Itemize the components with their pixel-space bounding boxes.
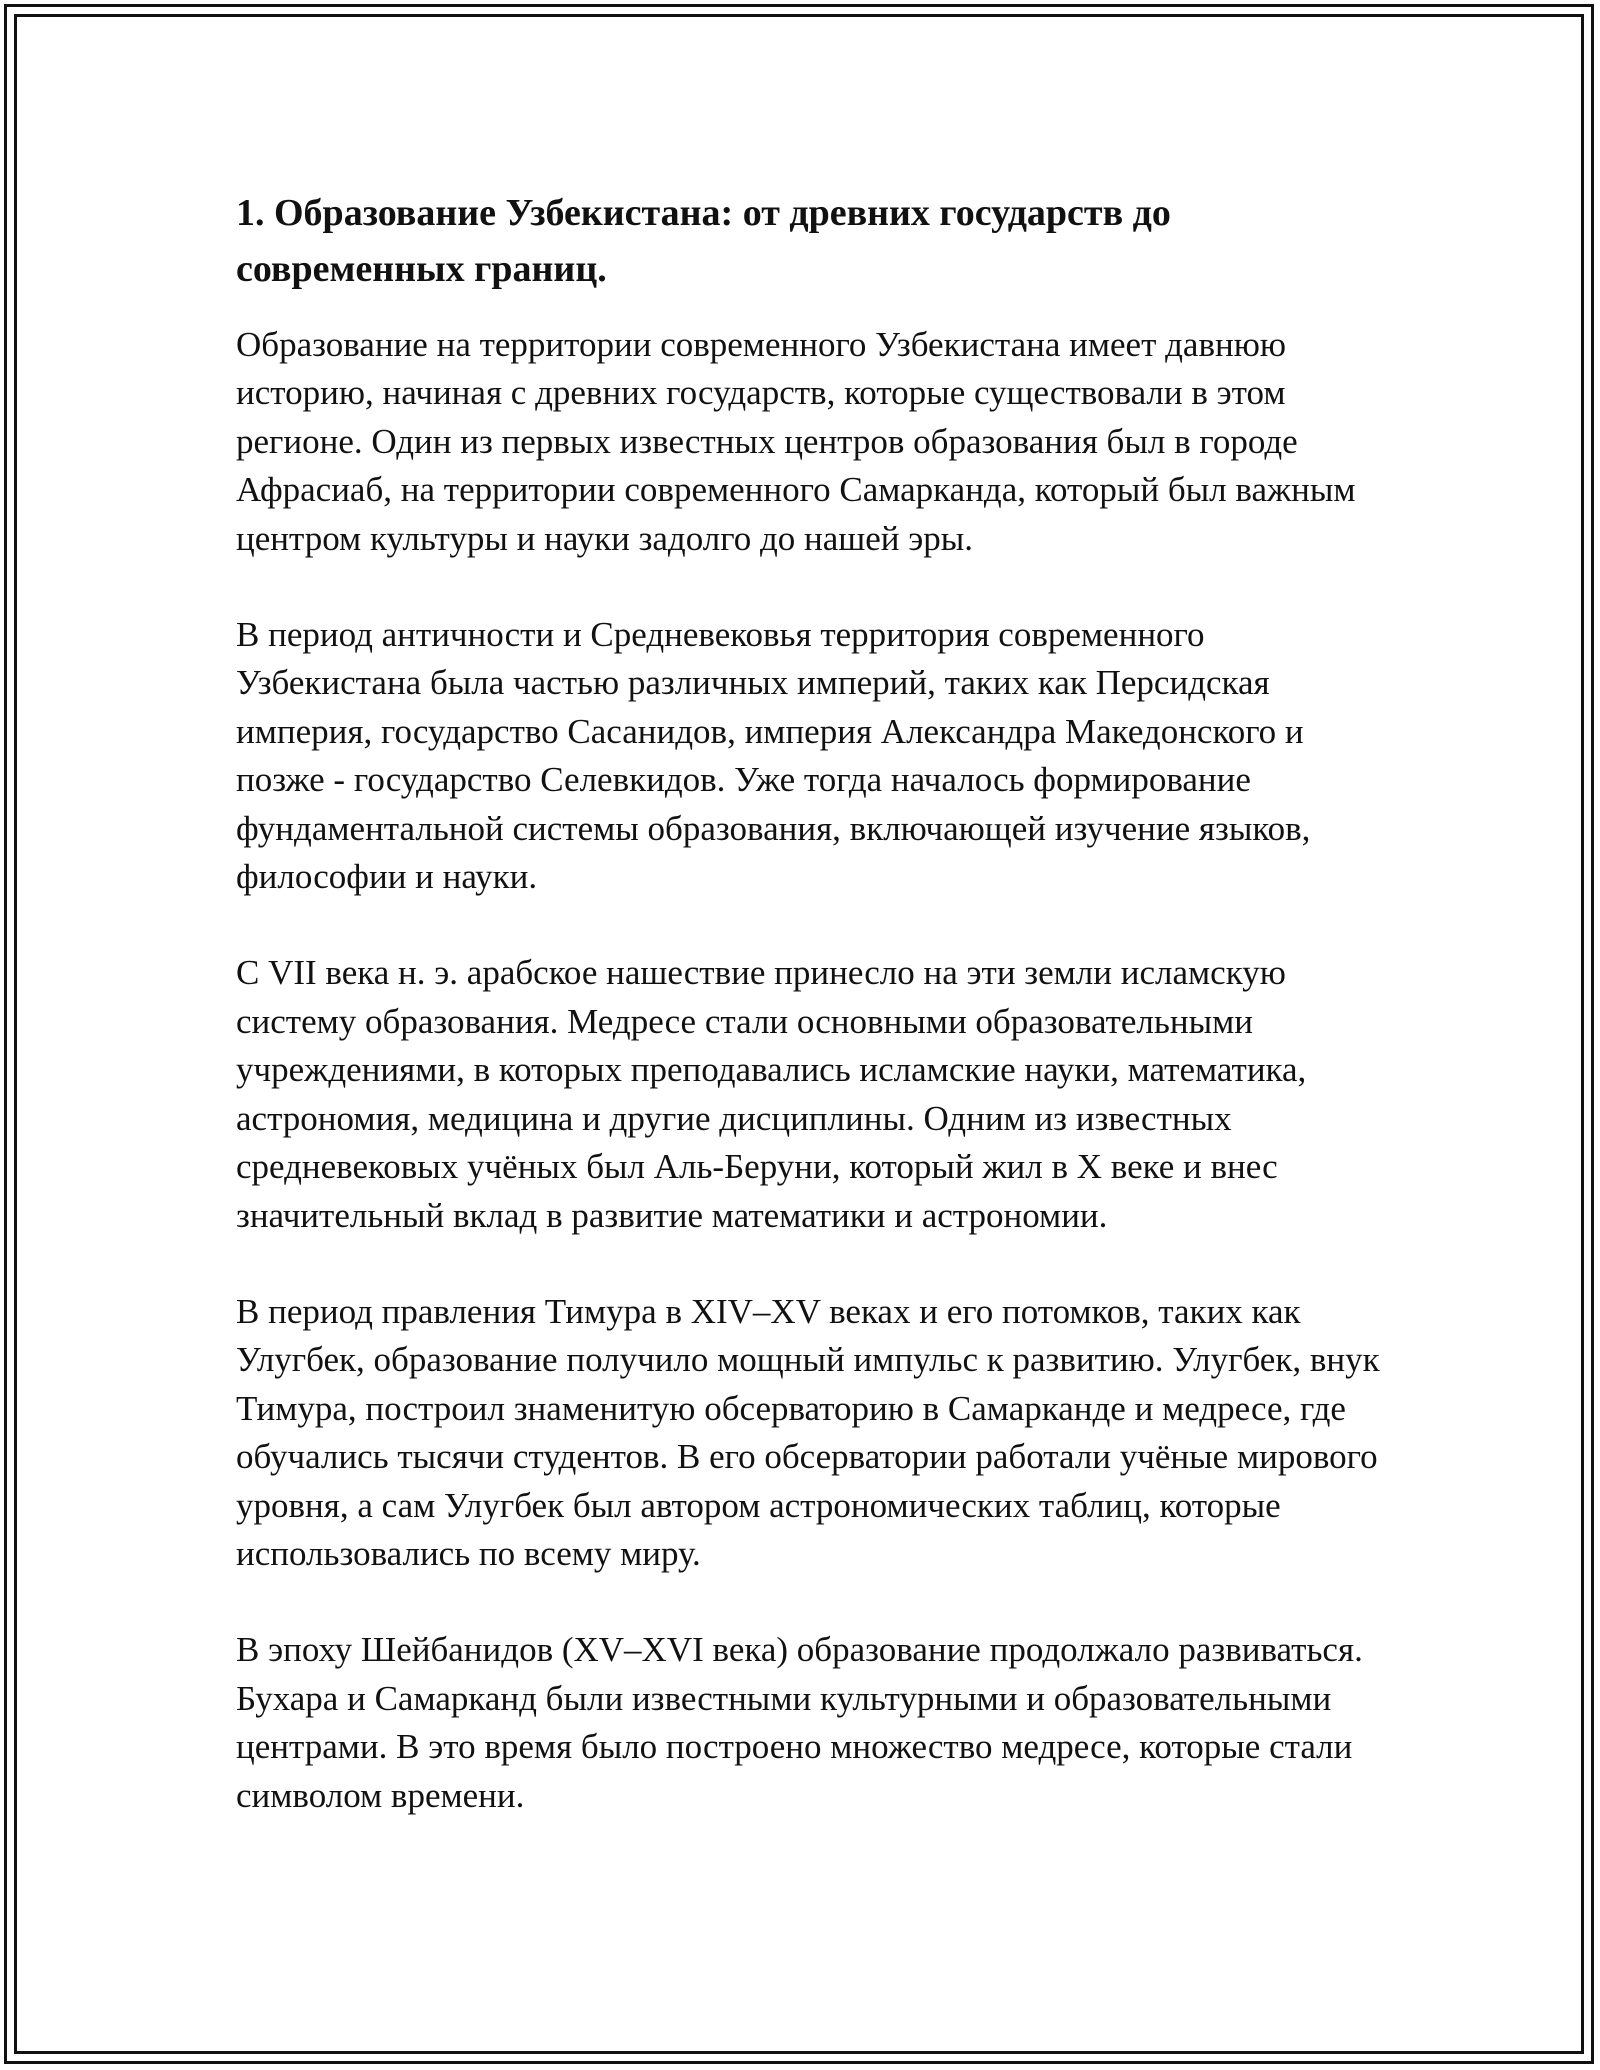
section-heading: 1. Образование Узбекистана: от древних государств до современных границ. xyxy=(236,192,1171,290)
document-body xyxy=(236,185,1386,1820)
paragraph-3: С VII века н. э. арабское нашествие принесло на эти земли исламскую систему образования. Медресе стали основными образовательными учреждениями, в которых преподавались исламские науки, математика, астрономия, медицина и другие дисциплины. Одним из известных средневековых учёных был Аль-Беруни, который жил в X веке и внес значительный вклад в развитие математики и астрономии. xyxy=(236,953,1307,1235)
paragraph-5: В эпоху Шейбанидов (XV–XVI века) образование продолжало развиваться. Бухара и Самарканд были известными культурными и образовательными центрами. В это время было построено множество медресе, которые стали символом времени. xyxy=(236,1630,1363,1815)
paragraph-2: В период античности и Средневековья территория современного Узбекистана была частью различных империй, таких как Персидская империя, государство Сасанидов, империя Александра Македонского и позже - государство Селевкидов. Уже тогда началось формирование фундаментальной системы образования, включающей изучение языков, философии и науки. xyxy=(236,615,1311,897)
paragraph-1: Образование на территории современного Узбекистана имеет давнюю историю, начиная с древних государств, которые существовали в этом регионе. Один из первых известных центров образования был в городе Афрасиаб, на территории современного Самарканда, который был важным центром культуры и науки задолго до нашей эры. xyxy=(236,325,1356,558)
paragraph-4: В период правления Тимура в XIV–XV веках и его потомков, таких как Улугбек, образование получило мощный импульс к развитию. Улугбек, внук Тимура, построил знаменитую обсерваторию в Самарканде и медресе, где обучались тысячи студентов. В его обсерватории работали учёные мирового уровня, а сам Улугбек был автором астрономических таблиц, которые использовались по всему миру. xyxy=(236,1291,1380,1573)
